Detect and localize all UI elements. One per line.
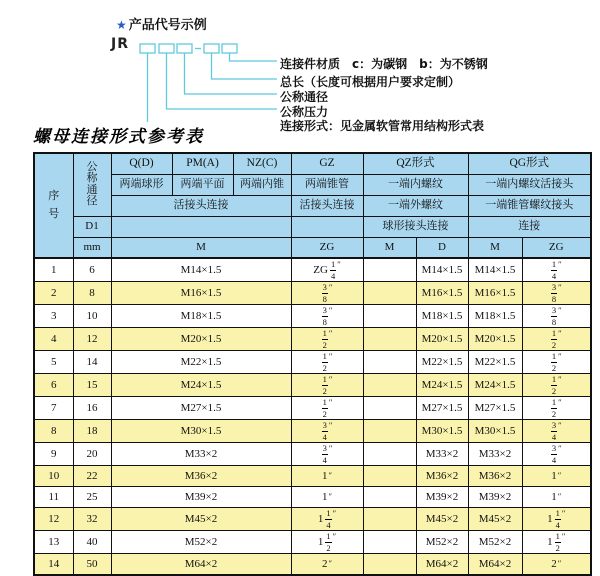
cell-thread-m: M27×1.5: [111, 397, 291, 420]
cell-qz-m: [363, 466, 416, 487]
cell-qz-d: M14×1.5: [416, 258, 468, 282]
cell-qg-m: M24×1.5: [468, 374, 522, 397]
table-row: [34, 554, 591, 575]
cell-qg-m: M18×1.5: [468, 305, 522, 328]
cell-qz-d: M16×1.5: [416, 282, 468, 305]
cell-seq: 11: [34, 487, 73, 508]
header-desc-qz: 一端内螺纹: [363, 174, 468, 195]
cell-qg-m: M45×2: [468, 508, 522, 531]
cell-gz: 1 $\frac{1}{2}$ ″: [291, 531, 363, 554]
header-desc-q: 两端球形: [111, 174, 172, 195]
header-seq: 序 号: [34, 153, 73, 258]
cell-dn: 25: [73, 487, 111, 508]
cell-seq: 6: [34, 374, 73, 397]
cell-qz-d: M45×2: [416, 508, 468, 531]
cell-gz: 1″: [291, 466, 363, 487]
nut-connection-reference-table: [33, 152, 592, 576]
code-box-1: [140, 44, 155, 53]
table-title: 螺母连接形式参考表: [33, 127, 204, 146]
cell-qg-zg: $\frac{1}{4}$ ″: [522, 258, 591, 282]
cell-gz: $\frac{1}{2}$ ″: [291, 351, 363, 374]
header-unit-qz-d: D: [416, 237, 468, 258]
cell-qg-zg: $\frac{3}{8}$ ″: [522, 282, 591, 305]
cell-seq: 1: [34, 258, 73, 282]
cell-seq: 14: [34, 554, 73, 575]
label-connection-type: 连接形式：见金属软管常用结构形式表: [280, 119, 485, 133]
leader-line-diameter: [185, 53, 278, 94]
header-code-qz: QZ形式: [363, 153, 468, 174]
cell-thread-m: M36×2: [111, 466, 291, 487]
header-code-nz: NZ(C): [233, 153, 291, 174]
label-connector-material: 连接件材质 c：为碳钢 b：为不锈钢: [280, 57, 488, 71]
cell-seq: 8: [34, 420, 73, 443]
cell-gz: 1 $\frac{1}{4}$ ″: [291, 508, 363, 531]
cell-thread-m: M33×2: [111, 443, 291, 466]
code-box-5: [222, 44, 237, 53]
header-desc-qg: 一端内螺纹活接头: [468, 174, 591, 195]
table-row: [34, 443, 591, 466]
cell-seq: 12: [34, 508, 73, 531]
code-box-3: [177, 44, 192, 53]
code-box-4: [204, 44, 219, 53]
cell-qz-d: M36×2: [416, 466, 468, 487]
cell-qz-m: [363, 374, 416, 397]
header-gz-conn: 活接头连接: [291, 195, 363, 216]
cell-dn: 22: [73, 466, 111, 487]
header-desc-nz: 两端内锥: [233, 174, 291, 195]
diagram-title-text: 产品代号示例: [128, 18, 207, 33]
cell-seq: 10: [34, 466, 73, 487]
cell-dn: 15: [73, 374, 111, 397]
cell-qg-zg: 1″: [522, 487, 591, 508]
cell-qz-d: M39×2: [416, 487, 468, 508]
cell-seq: 2: [34, 282, 73, 305]
cell-qg-m: M20×1.5: [468, 328, 522, 351]
header-mm: mm: [73, 237, 111, 258]
cell-qz-m: [363, 531, 416, 554]
leader-line-material: [230, 53, 278, 61]
table-row: [34, 374, 591, 397]
table-row: [34, 282, 591, 305]
cell-qg-zg: $\frac{3}{4}$ ″: [522, 420, 591, 443]
cell-seq: 9: [34, 443, 73, 466]
leader-line-length: [212, 53, 278, 79]
cell-thread-m: M24×1.5: [111, 374, 291, 397]
table-row: [34, 351, 591, 374]
cell-qz-m: [363, 420, 416, 443]
cell-qg-m: M22×1.5: [468, 351, 522, 374]
cell-qg-m: M39×2: [468, 487, 522, 508]
product-code-diagram: [0, 0, 600, 133]
cell-qg-m: M30×1.5: [468, 420, 522, 443]
cell-qz-m: [363, 328, 416, 351]
header-unit-qz-m: M: [363, 237, 416, 258]
cell-qz-d: M52×2: [416, 531, 468, 554]
header-unit-qg-zg: ZG: [522, 237, 591, 258]
table-header: [34, 153, 591, 258]
table-row: [34, 508, 591, 531]
cell-dn: 18: [73, 420, 111, 443]
cell-dn: 10: [73, 305, 111, 328]
cell-qz-d: M64×2: [416, 554, 468, 575]
cell-dn: 6: [73, 258, 111, 282]
code-box-2: [159, 44, 174, 53]
cell-seq: 3: [34, 305, 73, 328]
header-qg-desc2: 一端锥管螺纹接头: [468, 195, 591, 216]
cell-thread-m: M14×1.5: [111, 258, 291, 282]
table-row: [34, 487, 591, 508]
cell-qz-m: [363, 282, 416, 305]
header-empty-m: [111, 216, 291, 237]
cell-thread-m: M22×1.5: [111, 351, 291, 374]
cell-dn: 20: [73, 443, 111, 466]
cell-gz: $\frac{3}{8}$ ″: [291, 282, 363, 305]
cell-qg-zg: $\frac{3}{4}$ ″: [522, 443, 591, 466]
header-code-pm: PM(A): [172, 153, 233, 174]
cell-qz-m: [363, 554, 416, 575]
cell-qg-m: M16×1.5: [468, 282, 522, 305]
header-unit-m: M: [111, 237, 291, 258]
cell-seq: 5: [34, 351, 73, 374]
cell-thread-m: M20×1.5: [111, 328, 291, 351]
table-row: [34, 531, 591, 554]
cell-qg-m: M64×2: [468, 554, 522, 575]
cell-qz-m: [363, 508, 416, 531]
header-desc-pm: 两端平面: [172, 174, 233, 195]
cell-qg-m: M33×2: [468, 443, 522, 466]
diagram-title: [116, 14, 207, 33]
cell-gz: $\frac{3}{8}$ ″: [291, 305, 363, 328]
cell-dn: 32: [73, 508, 111, 531]
cell-qz-m: [363, 351, 416, 374]
cell-qz-d: M24×1.5: [416, 374, 468, 397]
cell-qz-d: M33×2: [416, 443, 468, 466]
header-code-q: Q(D): [111, 153, 172, 174]
cell-dn: 12: [73, 328, 111, 351]
cell-thread-m: M52×2: [111, 531, 291, 554]
table-body: [34, 258, 591, 575]
header-unit-gz-zg: ZG: [291, 237, 363, 258]
cell-thread-m: M30×1.5: [111, 420, 291, 443]
cell-qg-zg: $\frac{1}{2}$ ″: [522, 397, 591, 420]
cell-thread-m: M39×2: [111, 487, 291, 508]
label-nominal-pressure: 公称压力: [280, 105, 329, 119]
header-desc-gz: 两端锥管: [291, 174, 363, 195]
cell-gz: $\frac{1}{2}$ ″: [291, 397, 363, 420]
header-qg-conn: 连接: [468, 216, 591, 237]
cell-dn: 16: [73, 397, 111, 420]
header-d1: D1: [73, 216, 111, 237]
cell-qz-d: M30×1.5: [416, 420, 468, 443]
cell-gz: $\frac{3}{4}$ ″: [291, 420, 363, 443]
cell-gz: 2″: [291, 554, 363, 575]
header-code-gz: GZ: [291, 153, 363, 174]
cell-qz-m: [363, 397, 416, 420]
product-code-prefix: JR: [111, 36, 129, 52]
header-union-conn: 活接头连接: [111, 195, 291, 216]
cell-dn: 40: [73, 531, 111, 554]
cell-thread-m: M45×2: [111, 508, 291, 531]
cell-qg-m: M14×1.5: [468, 258, 522, 282]
table-row: [34, 305, 591, 328]
table-row: [34, 420, 591, 443]
cell-qz-m: [363, 305, 416, 328]
cell-gz: $\frac{1}{2}$ ″: [291, 328, 363, 351]
cell-qz-d: M22×1.5: [416, 351, 468, 374]
cell-qg-zg: 1 $\frac{1}{2}$ ″: [522, 531, 591, 554]
cell-qg-zg: $\frac{1}{2}$ ″: [522, 351, 591, 374]
star-icon: ★: [116, 18, 127, 32]
cell-qz-m: [363, 487, 416, 508]
header-dn: 公 称 通 径: [73, 153, 111, 216]
cell-qg-zg: $\frac{3}{8}$ ″: [522, 305, 591, 328]
cell-qg-zg: 1″: [522, 466, 591, 487]
cell-qz-d: M27×1.5: [416, 397, 468, 420]
table-row: [34, 466, 591, 487]
table-row: [34, 258, 591, 282]
cell-seq: 13: [34, 531, 73, 554]
cell-thread-m: M16×1.5: [111, 282, 291, 305]
label-total-length: 总长（长度可根据用户要求定制）: [280, 75, 461, 89]
cell-qz-m: [363, 258, 416, 282]
cell-dn: 8: [73, 282, 111, 305]
table-row: [34, 328, 591, 351]
header-empty-gz: [291, 216, 363, 237]
header-unit-qg-m: M: [468, 237, 522, 258]
cell-qg-zg: $\frac{1}{2}$ ″: [522, 328, 591, 351]
label-nominal-diameter: 公称通径: [280, 90, 329, 104]
header-qz-desc2: 一端外螺纹: [363, 195, 468, 216]
cell-qg-m: M52×2: [468, 531, 522, 554]
cell-qz-d: M18×1.5: [416, 305, 468, 328]
table-row: [34, 397, 591, 420]
cell-qz-m: [363, 443, 416, 466]
cell-qg-m: M27×1.5: [468, 397, 522, 420]
cell-dn: 14: [73, 351, 111, 374]
cell-qg-zg: $\frac{1}{2}$ ″: [522, 374, 591, 397]
cell-seq: 4: [34, 328, 73, 351]
cell-dn: 50: [73, 554, 111, 575]
cell-gz: $\frac{3}{4}$ ″: [291, 443, 363, 466]
cell-gz: $\frac{1}{2}$ ″: [291, 374, 363, 397]
cell-gz: ZG $\frac{1}{4}$ ″: [291, 258, 363, 282]
cell-qg-zg: 2″: [522, 554, 591, 575]
cell-seq: 7: [34, 397, 73, 420]
cell-qz-d: M20×1.5: [416, 328, 468, 351]
cell-qg-zg: 1 $\frac{1}{4}$ ″: [522, 508, 591, 531]
header-code-qg: QG形式: [468, 153, 591, 174]
cell-thread-m: M64×2: [111, 554, 291, 575]
cell-qg-m: M36×2: [468, 466, 522, 487]
cell-thread-m: M18×1.5: [111, 305, 291, 328]
header-qz-conn: 球形接头连接: [363, 216, 468, 237]
cell-gz: 1″: [291, 487, 363, 508]
